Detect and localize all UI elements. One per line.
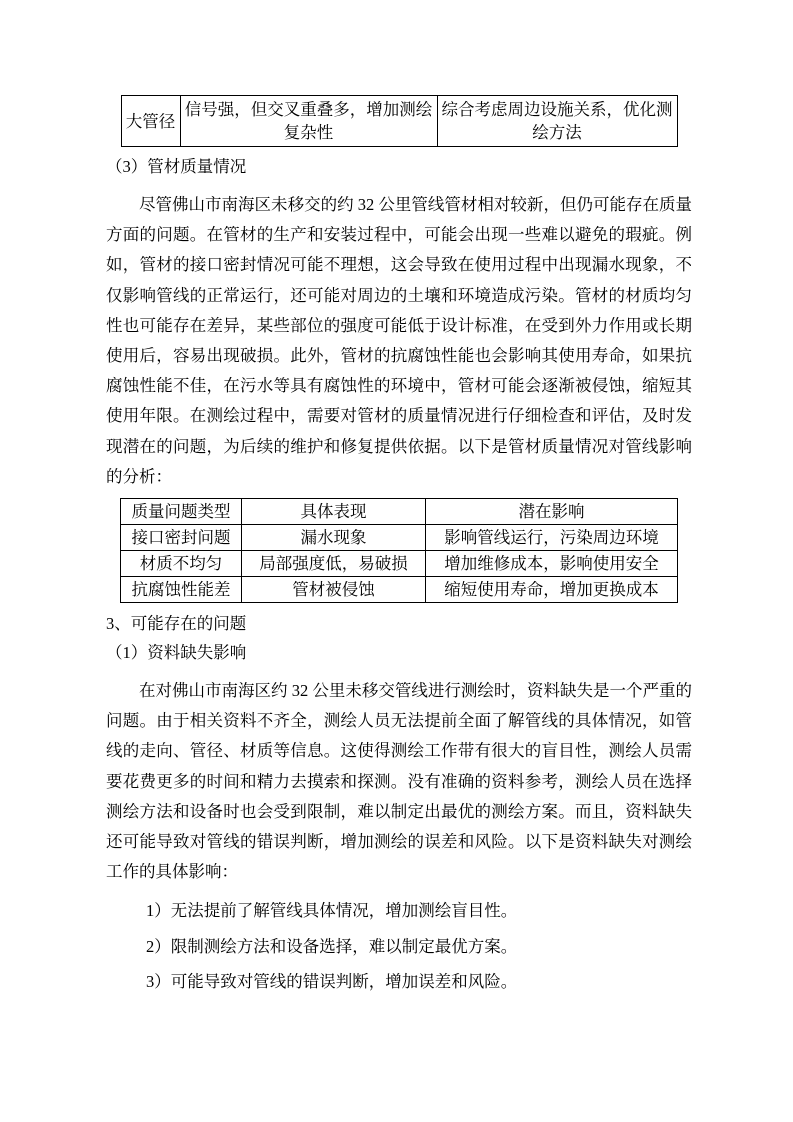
table-cell: 抗腐蚀性能差 (121, 577, 242, 603)
pipe-diameter-table-fragment (121, 95, 678, 147)
table-cell: 接口密封问题 (121, 525, 242, 551)
quality-issues-table (120, 498, 678, 603)
table-row (121, 525, 678, 551)
table-cell: 缩短使用寿命，增加更换成本 (426, 577, 678, 603)
table-cell-survey-measure: 综合考虑周边设施关系，优化测绘方法 (437, 96, 677, 147)
paragraph-missing-data: 在对佛山市南海区约 32 公里未移交管线进行测绘时，资料缺失是一个严重的问题。由于相关资料不齐全，测绘人员无法提前全面了解管线的具体情况，如管线的走向、管径、材质等信息。这使得测绘工作带有很大的盲目性，测绘人员需要花费更多的时间和精力去摸索和探测。没有准确的资料参考，测绘人员在选择测绘方法和设备时也会受到限制，难以制定出最优的测绘方案。而且，资料缺失还可能导致对管线的错误判断，增加测绘的误差和风险。以下是资料缺失对测绘工作的具体影响： (106, 681, 692, 882)
table-cell: 材质不均匀 (121, 551, 242, 577)
table-row (121, 96, 677, 147)
table-cell: 漏水现象 (242, 525, 426, 551)
table-cell: 局部强度低，易破损 (242, 551, 426, 577)
subsection-heading-missing-data: （1）资料缺失影响 (106, 643, 247, 663)
table-cell: 管材被侵蚀 (242, 577, 426, 603)
paragraph-pipe-quality: 尽管佛山市南海区未移交的约 32 公里管线管材相对较新，但仍可能存在质量方面的问题。在管材的生产和安装过程中，可能会出现一些难以避免的瑕疵。例如，管材的接口密封情况可能不理想，这会导致在使用过程中出现漏水现象，不仅影响管线的正常运行，还可能对周边的土壤和环境造成污染。管材的材质均匀性也可能存在差异，某些部位的强度可能低于设计标准，在受到外力作用或长期使用后，容易出现破损。此外，管材的抗腐蚀性能也会影响其使用寿命，如果抗腐蚀性能不佳，在污水等具有腐蚀性的环境中，管材可能会逐渐被侵蚀，缩短其使用年限。在测绘过程中，需要对管材的质量情况进行仔细检查和评估，及时发现潜在的问题，为后续的维护和修复提供依据。以下是管材质量情况对管线影响的分析： (106, 195, 692, 486)
table-cell: 影响管线运行，污染周边环境 (426, 525, 678, 551)
list-item-3: 3）可能导致对管线的错误判断，增加误差和风险。 (146, 971, 518, 991)
section-heading-pipe-quality: （3）管材质量情况 (106, 157, 247, 176)
table-cell: 增加维修成本，影响使用安全 (426, 551, 678, 577)
table-header-potential-impact: 潜在影响 (426, 499, 678, 525)
table-header-issue-type: 质量问题类型 (121, 499, 242, 525)
table-cell-signal-characteristics: 信号强，但交叉重叠多，增加测绘复杂性 (180, 96, 437, 147)
list-item-1: 1）无法提前了解管线具体情况，增加测绘盲目性。 (146, 901, 518, 921)
list-item-2: 2）限制测绘方法和设备选择，难以制定最优方案。 (146, 936, 518, 956)
table-header-manifestation: 具体表现 (242, 499, 426, 525)
table-cell-pipe-size: 大管径 (121, 96, 180, 147)
table-row (121, 551, 678, 577)
table-header-row (121, 499, 678, 525)
table-row (121, 577, 678, 603)
section-heading-possible-problems: 3、可能存在的问题 (106, 614, 247, 634)
